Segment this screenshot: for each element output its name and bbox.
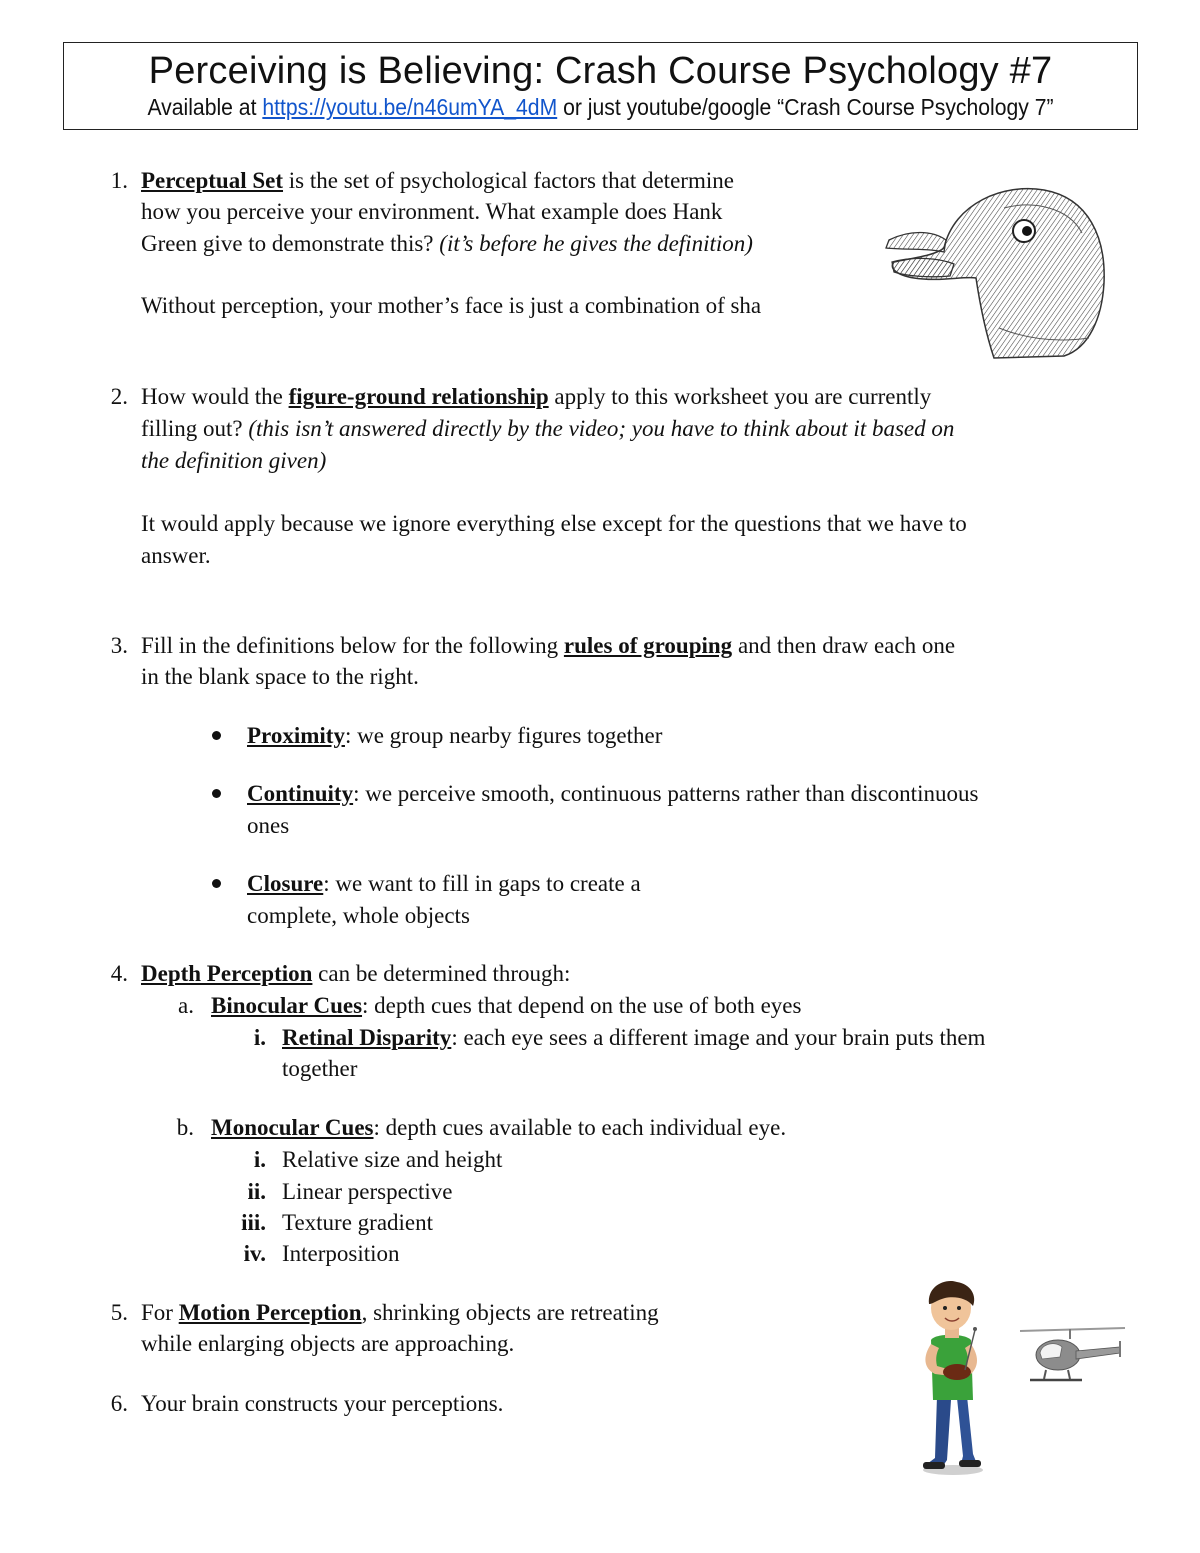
helicopter-illustration xyxy=(1010,1325,1130,1390)
q5-line-1 xyxy=(141,1297,659,1328)
q1-line-2: how you perceive your environment. What example does Hank xyxy=(141,199,723,224)
retinal-item xyxy=(282,1022,985,1053)
q2-line-3-hint: the definition given) xyxy=(141,448,327,473)
boy-with-remote-illustration xyxy=(905,1278,1005,1478)
page-title: Perceiving is Believing: Crash Course Psychology #7 xyxy=(148,50,1053,92)
monocular-cue-label: i. xyxy=(253,1147,266,1172)
retinal-definition-2: together xyxy=(282,1056,358,1081)
q2-line-1-post: apply to this worksheet you are currently xyxy=(548,384,932,409)
q4a-label: a. xyxy=(178,993,194,1018)
q1-answer: Without perception, your mother’s face is just a combination of sha xyxy=(141,293,762,318)
header-box xyxy=(63,42,1138,130)
q2-line-1 xyxy=(141,381,931,412)
q3-number: 3. xyxy=(110,633,128,658)
bullet-dot xyxy=(212,789,221,798)
binocular-definition: : depth cues that depend on the use of both eyes xyxy=(362,993,802,1018)
q1-term: Perceptual Set xyxy=(141,168,284,193)
q1-line-3-plain: Green give to demonstrate this? xyxy=(141,231,440,256)
monocular-cue-label: iv. xyxy=(243,1241,266,1266)
q6-number: 6. xyxy=(110,1391,128,1416)
continuity-definition-2: ones xyxy=(247,813,290,838)
availability-line xyxy=(107,93,1094,121)
monocular-cue-label: ii. xyxy=(247,1179,266,1204)
q3-line-1-post: and then draw each one xyxy=(732,633,956,658)
monocular-term: Monocular Cues xyxy=(211,1115,374,1140)
monocular-cue-text: Interposition xyxy=(282,1241,400,1266)
q2-line-2-plain: filling out? xyxy=(141,416,249,441)
q4b-label: b. xyxy=(176,1115,194,1140)
duck-rabbit-illustration xyxy=(884,178,1120,360)
q3-term: rules of grouping xyxy=(563,633,733,658)
monocular-item xyxy=(211,1112,786,1143)
q1-line-3-hint: (it’s before he gives the definition) xyxy=(439,231,753,256)
q2-line-2-hint: (this isn’t answered directly by the video; you have to think about it based on xyxy=(248,416,955,441)
retinal-term: Retinal Disparity xyxy=(282,1025,452,1050)
continuity-definition: : we perceive smooth, continuous patterns rather than discontinuous xyxy=(353,781,979,806)
monocular-cue-text: Linear perspective xyxy=(282,1179,453,1204)
availability-suffix: or just youtube/google “Crash Course Psychology 7” xyxy=(557,94,1054,120)
q2-term: figure-ground relationship xyxy=(288,384,549,409)
q4-line-1 xyxy=(141,958,570,989)
q5-line-2: while enlarging objects are approaching. xyxy=(141,1331,515,1356)
q4-number: 4. xyxy=(110,961,128,986)
q2-answer-2: answer. xyxy=(141,543,211,568)
continuity-item xyxy=(247,778,978,809)
availability-prefix: Available at xyxy=(147,94,263,120)
q4-term: Depth Perception xyxy=(141,961,313,986)
closure-definition-2: complete, whole objects xyxy=(247,903,470,928)
q4ai-label: i. xyxy=(253,1025,266,1050)
q1-line-1 xyxy=(141,165,734,196)
q6-text: Your brain constructs your perceptions. xyxy=(141,1391,504,1416)
q3-line-2: in the blank space to the right. xyxy=(141,664,419,689)
binocular-item xyxy=(211,990,801,1021)
q4-rest: can be determined through: xyxy=(312,961,571,986)
q1-line-1-rest: is the set of psychological factors that determine xyxy=(283,168,734,193)
q5-term: Motion Perception xyxy=(178,1300,362,1325)
closure-item xyxy=(247,868,641,899)
q2-line-1-pre: How would the xyxy=(141,384,289,409)
q2-line-2 xyxy=(141,413,954,444)
bullet-dot xyxy=(212,731,221,740)
closure-term: Closure xyxy=(247,871,324,896)
video-link[interactable]: https://youtu.be/n46umYA_4dM xyxy=(262,94,558,120)
q5-rest: , shrinking objects are retreating xyxy=(361,1300,659,1325)
proximity-item xyxy=(247,720,662,751)
q3-line-1-pre: Fill in the definitions below for the following xyxy=(141,633,564,658)
monocular-definition: : depth cues available to each individual eye. xyxy=(373,1115,787,1140)
monocular-cue-label: iii. xyxy=(241,1210,266,1235)
retinal-definition: : each eye sees a different image and your brain puts them xyxy=(451,1025,986,1050)
continuity-term: Continuity xyxy=(247,781,354,806)
q2-answer-1: It would apply because we ignore everything else except for the questions that we have to xyxy=(141,511,967,536)
q5-number: 5. xyxy=(110,1300,128,1325)
q1-line-3 xyxy=(141,228,753,259)
proximity-definition: : we group nearby figures together xyxy=(344,723,663,748)
monocular-cue-text: Relative size and height xyxy=(282,1147,503,1172)
q1-number: 1. xyxy=(110,168,128,193)
bullet-dot xyxy=(212,879,221,888)
q3-line-1 xyxy=(141,630,955,661)
binocular-term: Binocular Cues xyxy=(211,993,363,1018)
proximity-term: Proximity xyxy=(247,723,345,748)
closure-definition: : we want to fill in gaps to create a xyxy=(323,871,641,896)
q5-pre: For xyxy=(141,1300,179,1325)
q2-number: 2. xyxy=(110,384,128,409)
monocular-cue-text: Texture gradient xyxy=(282,1210,434,1235)
